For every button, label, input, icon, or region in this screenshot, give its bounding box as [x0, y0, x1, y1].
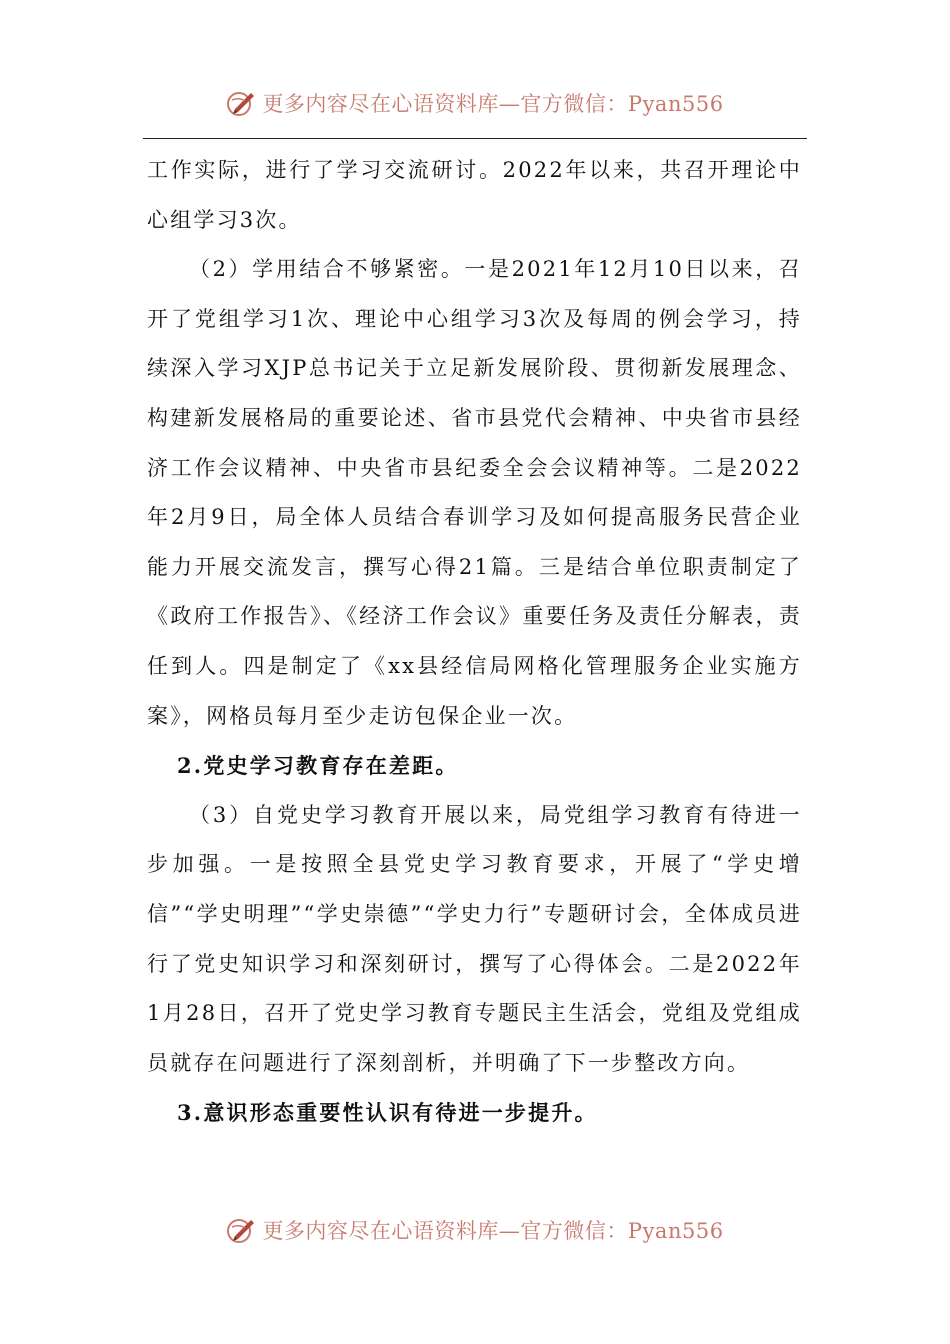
paragraph-item-2: （2）学用结合不够紧密。一是2021年12月10日以来，召开了党组学习1次、理论中心组学习3次及每周的例会学习，持续深入学习XJP总书记关于立足新发展阶段、贯彻新发展理念、构建新发展格局的重要论述、省市县党代会精神、中央省市县经济工作会议精神、中央省市县纪委全会会议精神等。二是2022年2月9日，局全体人员结合春训学习及如何提高服务民营企业能力开展交流发言，撰写心得21篇。三是结合单位职责制定了《政府工作报告》、《经济工作会议》重要任务及责任分解表，责任到人。四是制定了《xx县经信局网格化管理服务企业实施方案》，网格员每月至少走访包保企业一次。 — [147, 257, 802, 728]
document-body — [147, 146, 802, 1138]
watermark-text: 更多内容尽在心语资料库—官方微信：Pyan556 — [262, 92, 724, 116]
header-divider — [143, 138, 807, 139]
paragraph-continuation: 工作实际，进行了学习交流研讨。2022年以来，共召开理论中心组学习3次。 — [147, 158, 802, 232]
header-watermark — [0, 83, 950, 123]
pen-logo-icon — [226, 1215, 256, 1245]
section-heading-3: 3.意识形态重要性认识有待进一步提升。 — [177, 1100, 598, 1126]
section-heading-2: 2.党史学习教育存在差距。 — [177, 753, 459, 779]
paragraph-item-3: （3）自党史学习教育开展以来，局党组学习教育有待进一步加强。一是按照全县党史学习教育要求，开展了“学史增信”“学史明理”“学史崇德”“学史力行”专题研讨会，全体成员进行了党史知识学习和深刻研讨，撰写了心得体会。二是2022年1月28日，召开了党史学习教育专题民主生活会，党组及党组成员就存在问题进行了深刻剖析，并明确了下一步整改方向。 — [147, 802, 802, 1075]
pen-logo-icon — [226, 88, 256, 118]
watermark-text: 更多内容尽在心语资料库—官方微信：Pyan556 — [262, 1219, 724, 1243]
footer-watermark — [0, 1210, 950, 1250]
